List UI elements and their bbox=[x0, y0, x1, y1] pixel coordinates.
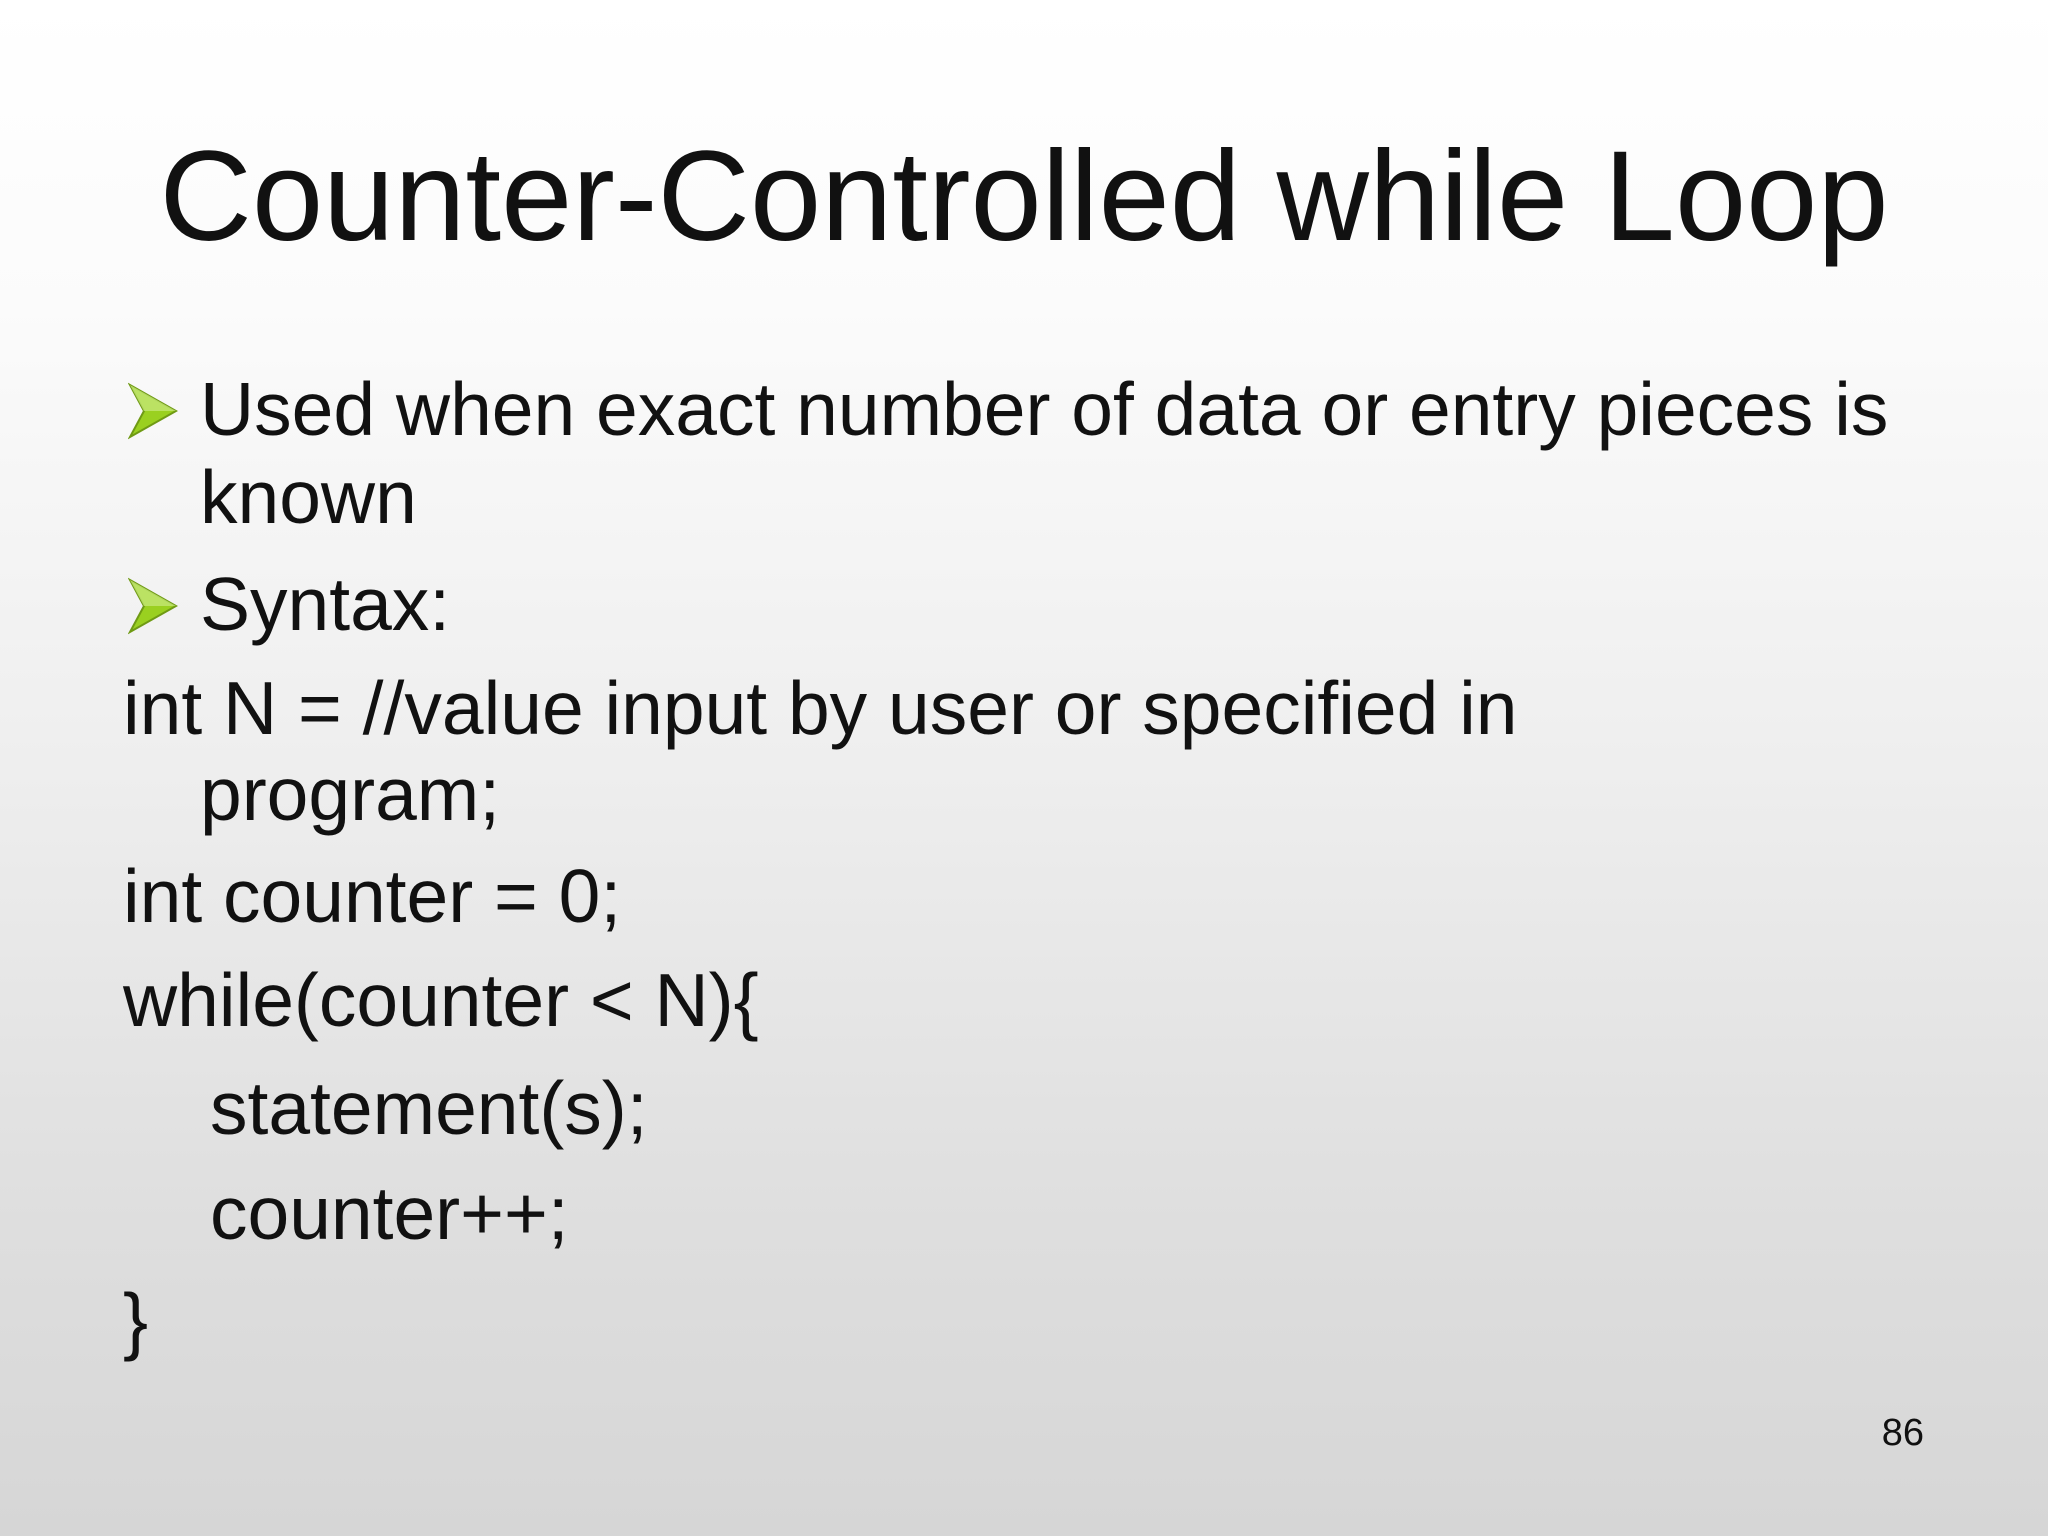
bullet-item bbox=[128, 560, 1948, 648]
code-line: int N = //value input by user or specified in bbox=[123, 666, 1518, 750]
code-line: while(counter < N){ bbox=[123, 958, 759, 1042]
arrowhead-icon bbox=[128, 576, 178, 636]
bullet-item bbox=[128, 365, 1948, 541]
code-line: counter++; bbox=[210, 1171, 569, 1255]
bullet-text: Used when exact number of data or entry pieces is known bbox=[200, 367, 1889, 539]
bullet-text: Syntax: bbox=[200, 562, 451, 646]
page-number: 86 bbox=[1881, 1412, 1924, 1454]
code-line-continuation: program; bbox=[200, 752, 501, 836]
code-line: statement(s); bbox=[210, 1066, 648, 1150]
code-line: int counter = 0; bbox=[123, 854, 622, 938]
code-line: } bbox=[123, 1278, 149, 1362]
arrowhead-icon bbox=[128, 381, 178, 441]
slide-title: Counter-Controlled while Loop bbox=[159, 125, 1889, 268]
